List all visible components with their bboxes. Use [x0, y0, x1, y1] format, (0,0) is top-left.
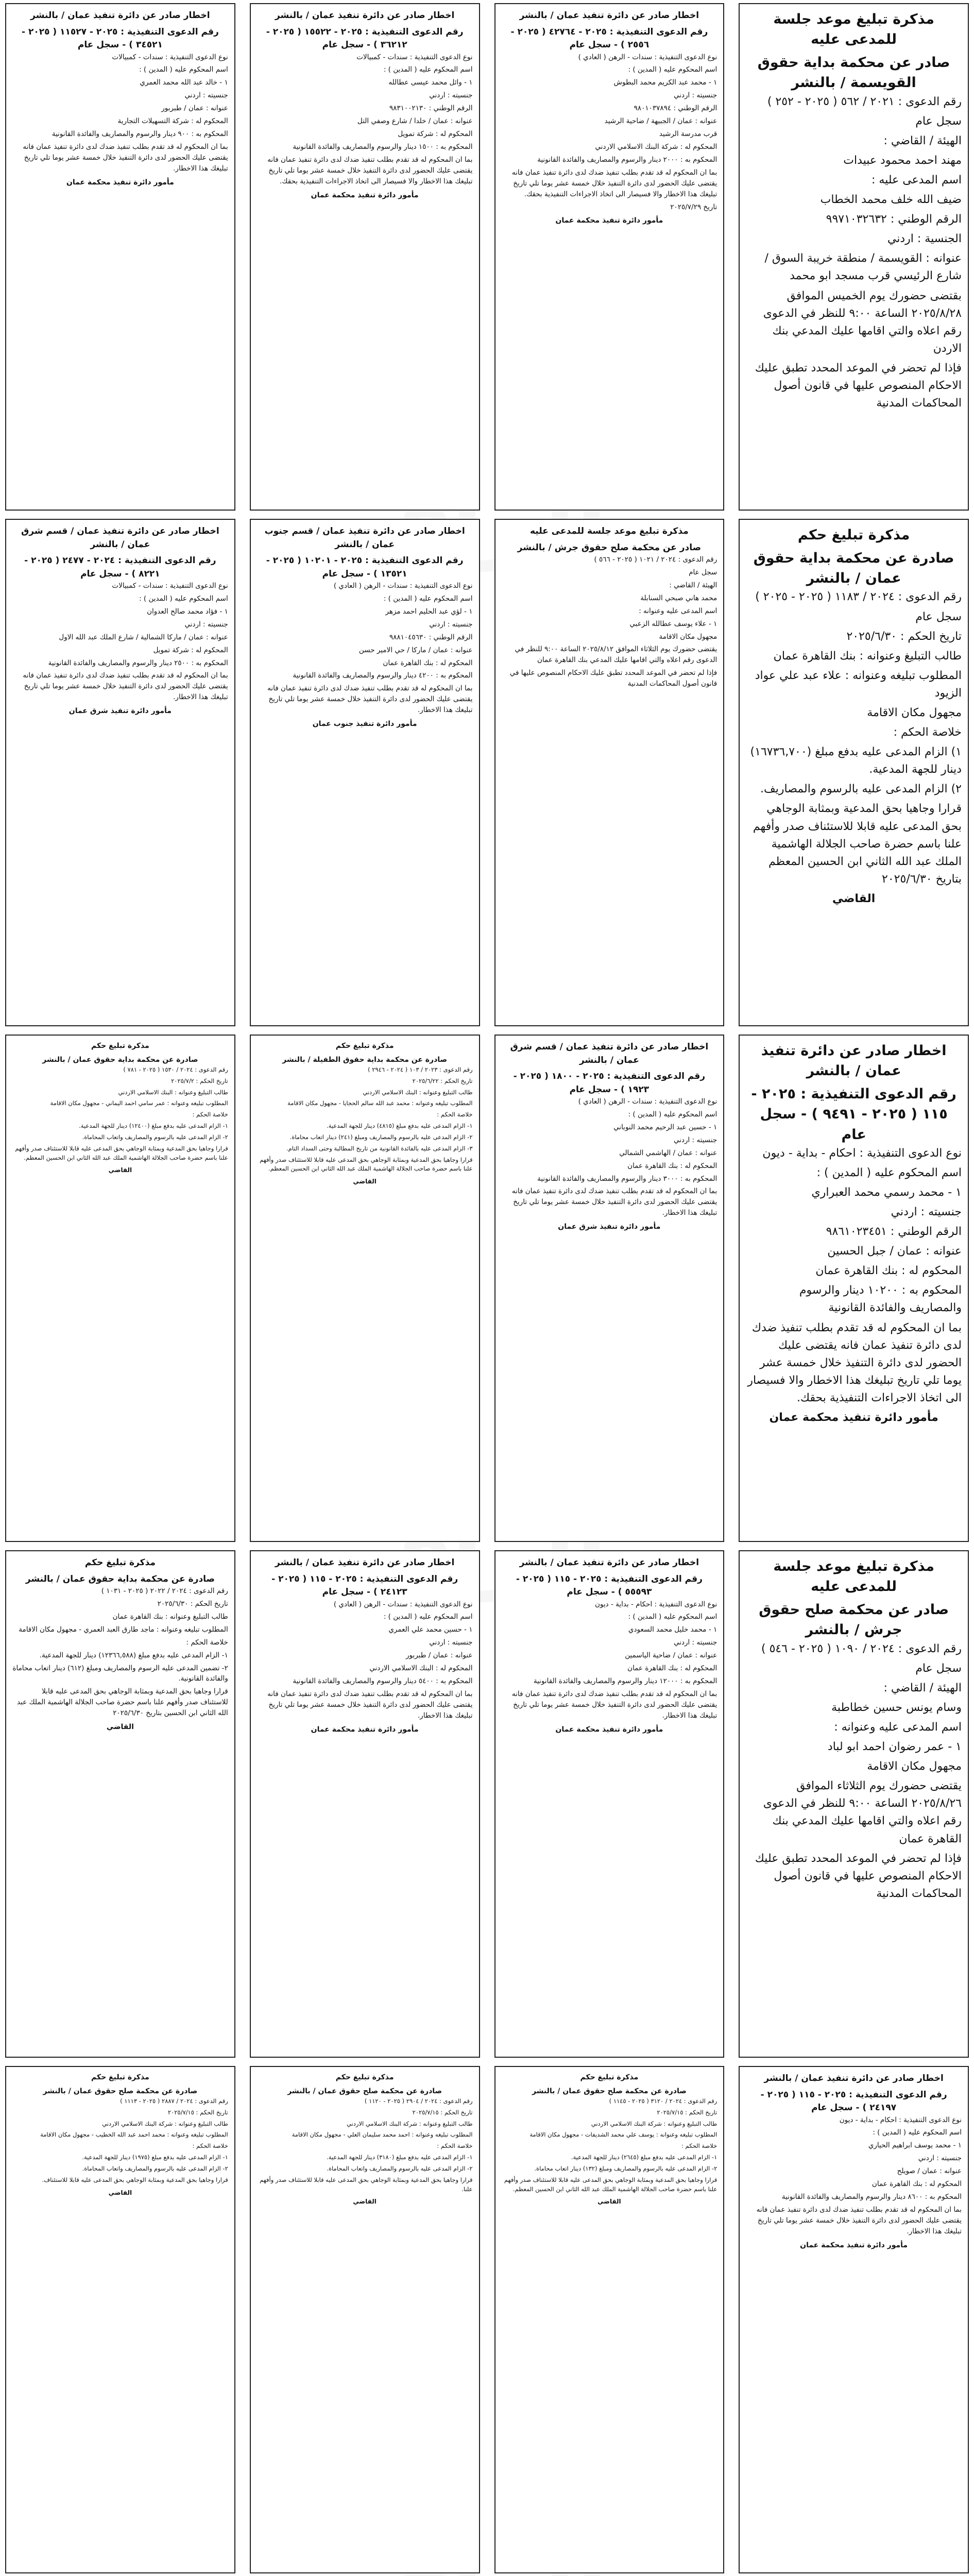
- notice-subheading: صادرة عن محكمة صلح حقوق عمان / بالنشر: [532, 2087, 687, 2095]
- notice-line: عنوانه : القويسمة / منطقة خريبة السوق / شارع الرئيسي قرب مسجد ابو محمد: [764, 252, 962, 283]
- notice-line: ١ - وائل محمد عيسى عطالله: [388, 78, 473, 87]
- notice-line: رقم الدعوى : ٢٠٢٤ / ٢٩٠٤ ( ٢٠٢٥ - ١١٢٠ ): [364, 2097, 473, 2105]
- notice-line: ضيف الله خلف محمد الخطاب: [820, 193, 962, 207]
- notice-line: بما ان المحكوم له قد تقدم بطلب تنفيذ ضدك لدى دائرة تنفيذ عمان فانه يقتضى عليك الحضور لدى دائرة التنفيذ خلال خمسة عشر يوما تلي تاريخ تبليغك هذا الاخطار والا فسيصار الى اتخاذ الاجراءات التنفيذية بحقك.: [267, 155, 473, 185]
- notice-line: بما ان المحكوم له قد تقدم بطلب تنفيذ ضدك لدى دائرة تنفيذ عمان فانه يقتضى عليك الحضور لدى دائرة التنفيذ خلال خمسة عشر يوما تلي تاريخ تبليغك هذا الاخطار والا فسيصار الى اتخاذ الاجراءات التنفيذية بحقك.: [747, 1321, 962, 1404]
- notice-line: تاريخ الحكم : ٢٠٢٥/٧/١٥: [657, 2108, 717, 2116]
- notice-line: قرارا وجاهيا بحق المدعية وبمثابة الوجاهي بحق المدعى عليه قابلا للاستئناف صدر وأفهم علنا باسم حضرة صاحب الجلالة الهاشمية الملك عبد الله الثاني ابن الحسين المعظم.: [504, 2176, 717, 2193]
- notice-line: ١ - حسين عبد الرحيم محمد النوباني: [613, 1123, 717, 1131]
- legal-notice: [250, 519, 480, 1026]
- notice-subheading: رقم الدعوى التنفيذية : ٢٠٢٥ - ١١٥ ( ٢٠٢٥ - ٩٤٩١ ) - سجل عام: [751, 1086, 956, 1143]
- notice-line: ١) الزام المدعى عليه بدفع مبلغ (١٦٧٣٦,٧٠٠) دينار للجهة المدعية.: [750, 745, 962, 776]
- notice-line: اسم المحكوم عليه ( المدين ) :: [628, 65, 717, 74]
- notice-line: المحكوم به : ٢٠٠٠ دينار والرسوم والمصاريف والفائدة القانونية: [537, 155, 717, 164]
- notice-line: الرقم الوطني : ٩٨٨١٠٤٥٦٣٠: [389, 633, 473, 641]
- legal-notice: [494, 2066, 725, 2573]
- notice-heading: اخطار صادر عن دائرة تنفيذ عمان / بالنشر: [30, 10, 210, 21]
- notice-line: خلاصة الحكم :: [893, 726, 962, 739]
- notice-line: نوع الدعوى التنفيذية : احكام - بداية - ديون: [595, 1600, 717, 1608]
- legal-notice: [5, 1035, 235, 1542]
- notice-line: طالب التبليغ وعنوانه : شركة البنك الاسلامي الاردني: [591, 2120, 717, 2127]
- notice-line: قرارا وجاهيا بحق المدعية وبمثابة الوجاهي بحق المدعى عليه قابلا للاستئناف صدر وأفهم علنا باسم حضرة صاحب الجلالة الهاشمية الملك عبد الله الثاني ابن الحسين المعظم.: [260, 1156, 473, 1173]
- notice-line: عنوانه : عمان / صويلح: [897, 2167, 962, 2176]
- notice-line: الهيئة / القاضي :: [669, 581, 717, 589]
- notice-line: بما ان المحكوم له قد تقدم بطلب تنفيذ ضدك لدى دائرة تنفيذ عمان فانه يقتضى عليك الحضور لدى دائرة التنفيذ خلال خمسة عشر يوما تلي تاريخ تبليغك هذا الاخطار.: [23, 142, 228, 173]
- notice-line: اسم المدعى عليه وعنوانه :: [834, 1720, 962, 1734]
- notice-line: خلاصة الحكم :: [681, 2142, 717, 2150]
- notice-line: الرقم الوطني : ٩٨٣١٠٠٢١٣٠: [389, 104, 473, 113]
- notice-line: عنوانه : عمان / خلدا / شارع وصفي التل: [357, 117, 473, 126]
- legal-notice: [739, 1550, 969, 2058]
- notice-line: خلاصة الحكم :: [192, 2142, 228, 2150]
- notice-line: المحكوم له : البنك الاسلامي الاردني: [369, 1664, 473, 1673]
- legal-notice: [494, 1550, 725, 2058]
- notice-line: قرارا وجاهيا بحق المدعية وبمثابة الوجاهي بحق المدعى عليه قابلا للاستئناف صدر وأفهم علنا باسم حضرة صاحب الجلالة الهاشمية الملك عبد الله الثاني ابن الحسين المعظم بتاريخ ٢٠٢٥/٦/٣٠: [753, 802, 962, 886]
- notice-line: نوع الدعوى التنفيذية : سندات - الرهن ( العادي ): [333, 1600, 473, 1608]
- legal-notice: [250, 2066, 480, 2573]
- notice-line: عنوانه : عمان / ماركا / حي الامير حسن: [358, 646, 473, 654]
- legal-notice: [494, 3, 725, 511]
- notice-line: ٢- تضمين المدعى عليه الرسوم والمصاريف ومبلغ (٦١٢) دينار اتعاب محاماة والفائدة القانونية.: [12, 1664, 228, 1683]
- notice-line: رقم الدعوى : ٢٠٢٤ / ١٠٢١ ( ٢٠٢٥ - ٥٦٦ ): [594, 555, 717, 564]
- notice-subheading: صادر عن محكمة بداية حقوق القويسمة / بالنشر: [757, 55, 950, 91]
- notice-line: المطلوب تبليغه وعنوانه : محمد احمد عبد الله الخطيب - مجهول مكان الاقامة: [40, 2131, 228, 2139]
- notice-line: رقم الدعوى : ٢٠٢٤ / ١٥٣٠ ( ٢٠٢٥ - ٧٨١ ): [123, 1066, 228, 1073]
- notice-body: [257, 2097, 473, 2194]
- legal-notice: [250, 1550, 480, 2058]
- legal-notice: [494, 1035, 725, 1542]
- notice-subheading: رقم الدعوى التنفيذية : ٢٠٢٥ - ١١٥ ( ٢٠٢٥ - ٢٤١٩٧ ) - سجل عام: [760, 2089, 947, 2113]
- notice-line: جنسيته : اردني: [184, 620, 228, 629]
- notice-subheading: رقم الدعوى التنفيذية : ٢٠٢٥ - ٤٢٧٦٤ ( ٢٠٢٥ - ٢٥٥٦ ) - سجل عام: [510, 26, 708, 50]
- notice-line: قرارا وجاهيا بحق المدعية وبمثابة الوجاهي بحق المدعى عليه قابلا للاستئناف صدر وأفهم علنا باسم حضرة صاحب الجلالة الهاشمية الملك عبد الله الثاني ابن الحسين المعظم.: [15, 1144, 228, 1161]
- notice-heading: اخطار صادر عن دائرة تنفيذ عمان / بالنشر: [519, 10, 699, 21]
- notice-line: طالب التبليغ وعنوانه : البنك الاسلامي الاردني: [363, 1088, 473, 1096]
- notice-line: نوع الدعوى التنفيذية : احكام - بداية - ديون: [839, 2115, 962, 2124]
- legal-notice: [5, 3, 235, 511]
- notice-subheading: رقم الدعوى التنفيذية : ٢٠٢٥ - ١١٥٢٧ ( ٢٠٢٥ - ٣٤٥٢١ ) - سجل عام: [21, 26, 219, 50]
- notice-line: عنوانه : عمان / ماركا الشمالية / شارع الملك عبد الله الاول: [59, 633, 228, 641]
- notice-line: جنسيته : اردني: [429, 620, 473, 629]
- notice-line: رقم الدعوى : ٢٠٢٣ / ١٠٣ ( ٢٠٢٤ - ٢٩٤٦ ): [368, 1066, 473, 1073]
- notice-signature: القاضي: [597, 2198, 621, 2206]
- notice-line: ٣- الزام المدعى عليه بالفائدة القانونية من تاريخ المطالبة وحتى السداد التام.: [286, 1144, 473, 1152]
- notice-line: ١- الزام المدعى عليه بدفع مبلغ (٣١٨٠) دينار للجهة المدعية.: [327, 2154, 473, 2161]
- notice-signature: القاضي: [108, 2189, 132, 2196]
- notice-line: قرارا وجاهيا بحق المدعية وبمثابة الوجاهي بحق المدعى عليه قابلا للاستئناف.: [42, 2176, 228, 2183]
- notice-line: عنوانه : عمان / طبربور: [405, 1651, 473, 1660]
- notice-heading: مذكرة تبليغ موعد جلسة للمدعى عليه: [529, 526, 689, 536]
- notice-line: سجل عام: [915, 1662, 962, 1675]
- notice-heading: اخطار صادر عن دائرة تنفيذ عمان / بالنشر: [764, 2073, 944, 2083]
- notice-line: تاريخ الحكم : ٢٠٢٥/٦/٣٠: [846, 630, 962, 643]
- notice-subheading: رقم الدعوى التنفيذية : ٢٠٢٥ - ١١٥ ( ٢٠٢٥ - ٢٤١٢٣ ) - سجل عام: [271, 1573, 458, 1597]
- notice-line: رقم الدعوى : ٢٠٢٤ / ٢٨٨٧ ( ٢٠٢٥ - ١١١٣ ): [120, 2097, 228, 2105]
- notice-heading: مذكرة تبليغ حكم: [91, 1042, 149, 1050]
- notice-body: [746, 93, 962, 413]
- notice-subheading: صادرة عن محكمة صلح حقوق عمان / بالنشر: [43, 2087, 198, 2095]
- legal-notice: [739, 2066, 969, 2573]
- legal-notice: [5, 519, 235, 1026]
- notice-signature: القاضي: [832, 892, 876, 905]
- notice-line: عنوانه : عمان / جبل الحسين: [827, 1245, 962, 1258]
- notice-line: فإذا لم تحضر في الموعد المحدد تطبق عليك الاحكام المنصوص عليها في قانون أصول المحاكمات المدنية: [755, 1852, 962, 1900]
- notice-line: اسم المحكوم عليه ( المدين ) :: [139, 65, 228, 74]
- notice-line: اسم المحكوم عليه ( المدين ) :: [383, 65, 473, 74]
- notice-signature: مأمور دائرة تنفيذ محكمة عمان: [769, 1411, 938, 1425]
- notice-line: المحكوم له : بنك القاهرة عمان: [872, 2180, 962, 2189]
- notice-line: المطلوب تبليغه وعنوانه : محمد عبد الله سالم الحجايا - مجهول مكان الاقامة: [287, 1099, 473, 1107]
- notice-heading: مذكرة تبليغ حكم: [580, 2073, 639, 2081]
- notice-line: اسم المدعى عليه :: [872, 173, 962, 187]
- notice-line: خلاصة الحكم :: [192, 1111, 228, 1118]
- notice-line: ١- الزام المدعى عليه بدفع مبلغ (١٢٣٦٦,٥٨٨) دينار للجهة المدعية.: [39, 1651, 228, 1659]
- notice-line: تاريخ الحكم : ٢٠٢٥/٧/١٥: [167, 2108, 228, 2116]
- notice-subheading: صادرة عن محكمة بداية حقوق عمان / بالنشر: [42, 1056, 198, 1064]
- notice-line: جنسيته : اردني: [429, 1638, 473, 1647]
- notice-body: [746, 1640, 962, 1903]
- notice-body: [12, 1586, 228, 1719]
- notice-line: جنسيته : اردني: [891, 1205, 962, 1218]
- notice-line: مهند احمد محمود عبيدات: [843, 154, 962, 167]
- notice-line: قرارا وجاهيا بحق المدعية وبمثابة الوجاهي بحق المدعى عليه قابلا للاستئناف صدر وأفهم علنا.: [260, 2176, 473, 2193]
- notice-line: المحكوم به : ٤٢٠٠ دينار والرسوم والمصاريف والفائدة القانونية: [293, 671, 473, 680]
- notice-subheading: صادرة عن محكمة بداية حقوق عمان / بالنشر: [753, 550, 954, 587]
- notice-line: طالب التبليغ وعنوانه : بنك القاهرة عمان: [773, 649, 962, 663]
- notice-line: مجهول مكان الاقامة: [659, 632, 717, 641]
- notice-line: بما ان المحكوم له قد تقدم بطلب تنفيذ ضدك لدى دائرة تنفيذ عمان فانه يقتضى عليك الحضور لدى دائرة التنفيذ خلال خمسة عشر يوما تلي تاريخ تبليغك هذا الاخطار.: [267, 1689, 473, 1720]
- notice-line: رقم الدعوى : ٢٠٢١ / ٥٦٢ ( ٢٠٢٥ - ٢٥٢ ): [767, 95, 962, 108]
- notice-line: جنسيته : اردني: [673, 1638, 717, 1647]
- notice-subheading: رقم الدعوى التنفيذية : ٢٠٢٥ - ١٠٢٠١ ( ٢٠٢٥ - ١٣٥٢١ ) - سجل عام: [266, 555, 464, 579]
- notice-line: رقم الدعوى : ٢٠٢٤ / ٣١٢٠ ( ٢٠٢٥ - ١١٤٥ ): [609, 2097, 717, 2105]
- notice-signature: مأمور دائرة تنفيذ محكمة عمان: [555, 216, 663, 225]
- notice-line: مجهول مكان الاقامة: [867, 1760, 962, 1773]
- notice-body: [12, 1065, 228, 1162]
- notice-line: اسم المحكوم عليه ( المدين ) :: [383, 1613, 473, 1621]
- notice-signature: مأمور دائرة تنفيذ محكمة عمان: [555, 1725, 663, 1734]
- notice-heading: مذكرة تبليغ موعد جلسة للمدعى عليه: [773, 11, 934, 48]
- notice-line: بما ان المحكوم له قد تقدم بطلب تنفيذ ضدك لدى دائرة تنفيذ عمان فانه يقتضى عليك الحضور لدى دائرة التنفيذ خلال خمسة عشر يوما تلي تاريخ تبليغك هذا الاخطار.: [511, 1689, 717, 1720]
- notice-line: بما ان المحكوم له قد تقدم بطلب تنفيذ ضدك لدى دائرة تنفيذ عمان فانه يقتضى عليك الحضور لدى دائرة التنفيذ خلال خمسة عشر يوما تلي تاريخ تبليغك هذا الاخطار.: [756, 2205, 962, 2235]
- notice-line: المحكوم به : ١٢٠٠٠ دينار والرسوم والمصاريف والفائدة القانونية: [533, 1677, 717, 1686]
- notice-line: سجل عام: [689, 568, 717, 577]
- notice-line: اسم المحكوم عليه ( المدين ) :: [628, 1613, 717, 1621]
- notice-signature: مأمور دائرة تنفيذ جنوب عمان: [312, 720, 417, 728]
- notice-line: خلاصة الحكم :: [186, 1638, 228, 1647]
- notice-line: الجنسية : اردني: [887, 232, 962, 246]
- notice-subheading: صادرة عن محكمة صلح حقوق عمان / بالنشر: [287, 2087, 442, 2095]
- notice-line: الرقم الوطني : ٩٨٦١٠٢٣٤٥١: [826, 1225, 962, 1239]
- notice-line: الهيئة / القاضي :: [883, 1681, 962, 1694]
- notice-line: المحكوم له : بنك القاهرة عمان: [383, 658, 473, 667]
- notice-line: اسم المحكوم عليه ( المدين ) :: [139, 594, 228, 603]
- notice-line: المطلوب تبليغه وعنوانه : علاء عبد علي عواد الزيود: [755, 669, 962, 700]
- notice-line: بما ان المحكوم له قد تقدم بطلب تنفيذ ضدك لدى دائرة تنفيذ عمان فانه يقتضى عليك الحضور لدى دائرة التنفيذ خلال خمسة عشر يوما تلي تاريخ تبليغك هذا الاخطار.: [23, 671, 228, 702]
- notice-line: نوع الدعوى التنفيذية : سندات - الرهن ( العادي ): [578, 53, 717, 61]
- notice-heading: اخطار صادر عن دائرة تنفيذ عمان / بالنشر: [761, 1043, 947, 1079]
- legal-notice: [5, 2066, 235, 2573]
- notice-line: مجهول مكان الاقامة: [867, 706, 962, 719]
- notice-line: المحكوم له : شركة البنك الاسلامي الاردني: [595, 142, 717, 151]
- notice-line: فإذا لم تحضر في الموعد المحدد تطبق عليك الاحكام المنصوص عليها في قانون أصول المحاكمات المدنية: [509, 669, 717, 688]
- notice-line: اسم المحكوم عليه ( المدين ) :: [873, 2128, 962, 2137]
- notice-line: بما ان المحكوم له قد تقدم بطلب تنفيذ ضدك لدى دائرة تنفيذ عمان فانه يقتضى عليك الحضور لدى دائرة التنفيذ خلال خمسة عشر يوما تلي تاريخ تبليغك هذا الاخطار والا فسيصار الى اتخاذ الاجراءات التنفيذية بحقك.: [511, 168, 717, 198]
- notice-line: اسم المحكوم عليه ( المدين ) :: [383, 594, 473, 603]
- legal-notice: [250, 3, 480, 511]
- notice-heading: مذكرة تبليغ حكم: [335, 2073, 394, 2081]
- notice-line: الهيئة / القاضي :: [883, 134, 962, 147]
- legal-notice: [739, 3, 969, 511]
- notice-line: طالب التبليغ وعنوانه : البنك الاسلامي الاردني: [118, 1088, 228, 1096]
- notice-body: [12, 581, 228, 703]
- notice-line: نوع الدعوى التنفيذية : سندات - كمبيالات: [356, 53, 473, 61]
- notice-line: المحكوم له : شركة تمويل: [398, 130, 473, 139]
- notice-line: فإذا لم تحضر في الموعد المحدد تطبق عليك الاحكام المنصوص عليها في قانون أصول المحاكمات المدنية: [755, 361, 962, 410]
- notice-signature: القاضي: [353, 1178, 377, 1185]
- notice-line: قرارا وجاهيا بحق المدعية وبمثابة الوجاهي بحق المدعى عليه قابلا للاستئناف صدر وأفهم علنا باسم حضرة صاحب الجلالة الهاشمية الملك عبد الله الثاني ابن الحسين بتاريخ ٢٠٢٥/٦/٣٠: [17, 1687, 228, 1718]
- notice-line: خلاصة الحكم :: [437, 2142, 473, 2150]
- notice-body: [502, 1599, 717, 1721]
- notice-line: المحكوم به : ١٥٠٠ دينار والرسوم والمصاريف والفائدة القانونية: [293, 142, 473, 151]
- notice-subheading: صادر عن محكمة صلح حقوق جرش / بالنشر: [517, 542, 702, 553]
- notice-line: جنسيته : اردني: [184, 91, 228, 100]
- notice-subheading: صادرة عن محكمة بداية حقوق الطفيلة / بالنشر: [282, 1056, 448, 1064]
- notice-body: [502, 2097, 717, 2194]
- notice-line: محمد هاني صبحي السنابلة: [640, 594, 717, 602]
- notice-line: المطلوب تبليغه وعنوانه : احمد محمد سليمان العلي - مجهول مكان الاقامة: [292, 2131, 473, 2139]
- notice-line: ٢- الزام المدعى عليه بالرسوم والمصاريف ومبلغ (١٣٢) دينار اتعاب محاماة.: [534, 2164, 717, 2172]
- notice-body: [257, 581, 473, 716]
- notice-line: المحكوم به : ٩٠٠ دينار والرسوم والمصاريف والفائدة القانونية: [52, 130, 228, 139]
- notice-line: تاريخ الحكم : ٢٠٢٥/٦/٣٠: [157, 1599, 228, 1608]
- notice-line: ١ - خالد عبد الله محمد العمري: [140, 78, 228, 87]
- legal-notice: [739, 1035, 969, 1542]
- notice-heading: مذكرة تبليغ موعد جلسة للمدعى عليه: [773, 1558, 934, 1595]
- notice-body: [257, 1065, 473, 1174]
- notice-heading: اخطار صادر عن دائرة تنفيذ عمان / قسم شرق عمان / بالنشر: [510, 1042, 709, 1065]
- notice-heading: اخطار صادر عن دائرة تنفيذ عمان / بالنشر: [275, 1557, 455, 1568]
- notice-line: الرقم الوطني : ٩٨٠١٠٣٧٨٩٤: [634, 104, 717, 113]
- notice-heading: اخطار صادر عن دائرة تنفيذ عمان / بالنشر: [519, 1557, 699, 1568]
- notice-body: [502, 1096, 717, 1218]
- notice-line: المحكوم به : ٥٤٠٠ دينار والرسوم والمصاريف والفائدة القانونية: [293, 1677, 473, 1686]
- notice-line: المحكوم له : بنك القاهرة عمان: [815, 1264, 962, 1278]
- notice-subheading: رقم الدعوى التنفيذية : ٢٠٢٥ - ١١٥ ( ٢٠٢٥ - ٥٥٥٩٣ ) - سجل عام: [516, 1573, 703, 1597]
- notice-line: ١ - محمد خليل محمد السعودي: [628, 1625, 717, 1634]
- notice-line: المطلوب تبليغه وعنوانه : يوسف علي محمد الشديفات - مجهول مكان الاقامة: [529, 2131, 717, 2139]
- notice-body: [257, 1599, 473, 1721]
- notice-line: ١- الزام المدعى عليه بدفع مبلغ (٤٨١٥) دينار للجهة المدعية.: [327, 1122, 473, 1130]
- notice-line: ١ - محمد عبد الكريم محمد البطوش: [613, 78, 717, 87]
- notice-line: ١ - محمد يوسف ابراهيم الحياري: [868, 2141, 962, 2150]
- notice-line: ١ - لؤي عبد الحليم احمد مزهر: [385, 607, 473, 616]
- notice-line: الرقم الوطني : ٩٩٧١٠٣٢٦٣٢: [826, 213, 962, 226]
- notice-line: ١ - حسين محمد علي العمري: [388, 1625, 473, 1634]
- notice-line: ٢- الزام المدعى عليه بالرسوم والمصاريف واتعاب المحاماة.: [82, 1133, 228, 1141]
- legal-notice: [739, 519, 969, 1026]
- notice-signature: القاضي: [108, 1166, 132, 1174]
- notice-subheading: صادر عن محكمة صلح حقوق جرش / بالنشر: [759, 1602, 949, 1638]
- notice-line: ١- الزام المدعى عليه بدفع مبلغ (١٩٧٥) دينار للجهة المدعية.: [82, 2154, 228, 2161]
- notice-line: ٢- الزام المدعى عليه بالرسوم والمصاريف واتعاب المحاماة.: [82, 2164, 228, 2172]
- notice-line: تاريخ الحكم : ٢٠٢٥/٦/٢٢: [412, 1077, 473, 1084]
- notice-signature: مأمور دائرة تنفيذ شرق عمان: [558, 1223, 661, 1231]
- notice-line: طالب التبليغ وعنوانه : شركة البنك الاسلامي الاردني: [346, 2120, 473, 2127]
- legal-notice: [5, 1550, 235, 2058]
- notice-line: نوع الدعوى التنفيذية : سندات - الرهن ( العادي ): [333, 582, 473, 590]
- notice-line: ١- الزام المدعى عليه بدفع مبلغ (٢٦٤٥) دينار للجهة المدعية.: [571, 2154, 717, 2161]
- notice-body: [12, 2097, 228, 2185]
- notice-line: عنوانه : عمان / الجبيهة / ضاحية الرشيد: [604, 117, 717, 126]
- notice-line: طالب التبليغ وعنوانه : بنك القاهرة عمان: [112, 1612, 228, 1621]
- notice-signature: مأمور دائرة تنفيذ محكمة عمان: [800, 2241, 908, 2249]
- notice-subheading: صادرة عن محكمة بداية حقوق عمان / بالنشر: [25, 1573, 215, 1584]
- notice-line: سجل عام: [915, 610, 962, 623]
- notice-line: بما ان المحكوم له قد تقدم بطلب تنفيذ ضدك لدى دائرة تنفيذ عمان فانه يقتضى عليك الحضور لدى دائرة التنفيذ خلال خمسة عشر يوما تلي تاريخ تبليغك هذا الاخطار.: [511, 1187, 717, 1217]
- notice-line: المحكوم له : بنك القاهرة عمان: [627, 1664, 717, 1673]
- notice-line: اسم المدعى عليه وعنوانه :: [639, 606, 717, 615]
- notice-line: خلاصة الحكم :: [437, 1111, 473, 1118]
- notice-line: تاريخ الحكم : ٢٠٢٥/٧/١٥: [412, 2108, 473, 2116]
- notice-signature: القاضي: [353, 2198, 377, 2206]
- notice-line: طالب التبليغ وعنوانه : شركة البنك الاسلامي الاردني: [102, 2120, 228, 2127]
- notice-line: بقتضى حضورك يوم الخميس الموافق ٢٠٢٥/٨/٢٨ الساعة ٩:٠٠ للنظر في الدعوى رقم اعلاه والتي اقامها عليك المدعي بنك الاردن: [763, 289, 962, 355]
- notice-line: اسم المحكوم عليه ( المدين ) :: [816, 1166, 962, 1179]
- notice-heading: مذكرة تبليغ حكم: [797, 527, 910, 543]
- notice-line: المطلوب تبليغه وعنوانه : ماجد طارق العبد العمري - مجهول مكان الاقامة: [19, 1625, 228, 1634]
- notice-line: جنسيته : اردني: [673, 1136, 717, 1144]
- notice-line: رقم الدعوى : ٢٠٢٤ / ١١٨٣ ( ٢٠٢٥ - ٢٠٢٥ ): [755, 590, 962, 604]
- notice-heading: مذكرة تبليغ حكم: [335, 1042, 394, 1050]
- notice-line: جنسيته : اردني: [918, 2154, 962, 2163]
- notice-line: المحكوم به : ١٠٢٠٠ دينار والرسوم والمصاريف والفائدة القانونية: [799, 1284, 962, 1315]
- notice-heading: اخطار صادر عن دائرة تنفيذ عمان / بالنشر: [275, 10, 455, 21]
- notice-line: اسم المحكوم عليه ( المدين ) :: [628, 1110, 717, 1118]
- notice-line: نوع الدعوى التنفيذية : سندات - كمبيالات: [112, 582, 228, 590]
- notice-line: وسام يونس حسين خطاطبة: [831, 1701, 962, 1714]
- notice-signature: مأمور دائرة تنفيذ محكمة عمان: [66, 178, 174, 187]
- notice-heading: اخطار صادر عن دائرة تنفيذ عمان / قسم شرق عمان / بالنشر: [21, 526, 219, 550]
- legal-notice: [250, 1035, 480, 1542]
- notice-line: المحكوم له : بنك القاهرة عمان: [627, 1161, 717, 1170]
- notice-line: المحكوم له : شركة التسهيلات التجارية: [117, 117, 228, 126]
- notice-body: [12, 52, 228, 174]
- notice-line: عنوانه : عمان / طبربور: [161, 104, 228, 113]
- notice-line: عنوانه : عمان / الهاشمي الشمالي: [619, 1148, 717, 1157]
- notice-heading: اخطار صادر عن دائرة تنفيذ عمان / قسم جنوب عمان / بالنشر: [264, 526, 465, 550]
- notice-line: نوع الدعوى التنفيذية : سندات - الرهن ( العادي ): [578, 1097, 717, 1106]
- notice-body: [502, 554, 717, 689]
- notice-line: جنسيته : اردني: [673, 91, 717, 100]
- notice-line: ٢) الزام المدعى عليه بالرسوم والمصاريف.: [760, 783, 962, 796]
- notice-line: ١- الزام المدعى عليه بدفع مبلغ (١٢٤٠٠) دينار للجهة المدعية.: [79, 1122, 228, 1130]
- notice-line: المحكوم به : ٣٠٠٠ دينار والرسوم والمصاريف والفائدة القانونية: [537, 1174, 717, 1183]
- notice-line: تاريخ ٢٠٢٥/٧/٢٩: [670, 202, 717, 211]
- notice-subheading: رقم الدعوى التنفيذية : ٢٠٢٥ - ١٨٠٠ ( ٢٠٢٥ - ١٩٢٣ ) - سجل عام: [513, 1071, 706, 1095]
- notice-heading: مذكرة تبليغ حكم: [84, 1557, 156, 1568]
- legal-notice: [494, 519, 725, 1026]
- notice-body: [746, 2115, 962, 2237]
- notice-line: رقم الدعوى : ٢٠٢٤ / ٢٠٢٢ ( ٢٠٢٥ - ١٠٣١ ): [101, 1587, 228, 1595]
- notice-line: ١ - عمر رضوان احمد ابو لباد: [827, 1740, 962, 1754]
- notice-line: ١ - محمد رسمي محمد العبراري: [811, 1185, 962, 1199]
- notice-line: ٢- الزام المدعى عليه بالرسوم والمصاريف ومبلغ (٢٤١) دينار اتعاب محاماة.: [289, 1133, 473, 1141]
- notice-line: ١ - فؤاد محمد صالح العدوان: [147, 607, 228, 616]
- notice-body: [746, 1145, 962, 1407]
- notice-line: نوع الدعوى التنفيذية : سندات - كمبيالات: [112, 53, 228, 61]
- notice-signature: مأمور دائرة تنفيذ شرق عمان: [69, 707, 172, 716]
- notice-line: المحكوم به : ٨٦٠٠ دينار والرسوم والمصاريف والفائدة القانونية: [781, 2193, 962, 2201]
- notice-line: بما ان المحكوم له قد تقدم بطلب تنفيذ ضدك لدى دائرة تنفيذ عمان فانه يقتضى عليك الحضور لدى دائرة التنفيذ خلال خمسة عشر يوما تلي تاريخ تبليغك هذا الاخطار.: [267, 684, 473, 715]
- notice-line: سجل عام: [915, 114, 962, 128]
- notice-signature: القاضي: [106, 1723, 134, 1732]
- notice-subheading: رقم الدعوى التنفيذية : ٢٠٢٥ - ١٥٥٢٢ ( ٢٠٢٥ - ٣٦٢١٢ ) - سجل عام: [266, 26, 464, 50]
- notice-line: ١ - علاء يوسف عطالله الزعبي: [629, 619, 717, 628]
- notice-line: جنسيته : اردني: [429, 91, 473, 100]
- notice-line: يقتضى حضورك يوم الثلاثاء الموافق ٢٠٢٥/٨/٢٦ الساعة ٩:٠٠ للنظر في الدعوى رقم اعلاه والتي اقامها عليك المدعي بنك القاهرة عمان: [763, 1780, 962, 1845]
- notice-line: يقتضى حضورك يوم الثلاثاء الموافق ٢٠٢٥/٨/١٢ الساعة ٩:٠٠ للنظر في الدعوى رقم اعلاه والتي اقامها عليك المدعي بنك القاهرة عمان: [515, 645, 717, 665]
- notice-line: عنوانه : عمان / ضاحية الياسمين: [625, 1651, 717, 1660]
- notice-line: المحكوم به : ٢٥٠٠ دينار والرسوم والمصاريف والفائدة القانونية: [48, 658, 228, 667]
- notice-signature: مأمور دائرة تنفيذ محكمة عمان: [311, 1725, 419, 1734]
- notice-subheading: رقم الدعوى التنفيذية : ٢٠٢٤ - ٢٤٧٧ ( ٢٠٢٥ - ٨٢٢١ ) - سجل عام: [24, 555, 216, 579]
- notice-body: [257, 52, 473, 187]
- notice-line: المحكوم له : شركة تمويل: [153, 646, 228, 654]
- notice-heading: مذكرة تبليغ حكم: [91, 2073, 149, 2081]
- notice-body: [502, 52, 717, 213]
- notice-line: المطلوب تبليغه وعنوانه : عمر سامي احمد اليماني - مجهول مكان الاقامة: [50, 1099, 228, 1107]
- notice-line: قرب مدرسة الرشيد: [659, 130, 717, 139]
- notice-body: [746, 588, 962, 888]
- notices-grid: [5, 3, 969, 2576]
- notice-line: تاريخ الحكم : ٢٠٢٥/٧/٢: [171, 1077, 228, 1084]
- notice-line: نوع الدعوى التنفيذية : احكام - بداية - ديون: [762, 1146, 962, 1160]
- notice-line: رقم الدعوى : ٢٠٢٤ / ١٠٩٠ ( ٢٠٢٥ - ٥٤٦ ): [761, 1642, 962, 1655]
- notice-signature: مأمور دائرة تنفيذ محكمة عمان: [311, 191, 419, 199]
- notice-line: ٢- الزام المدعى عليه بالرسوم والمصاريف واتعاب المحاماة.: [327, 2164, 473, 2172]
